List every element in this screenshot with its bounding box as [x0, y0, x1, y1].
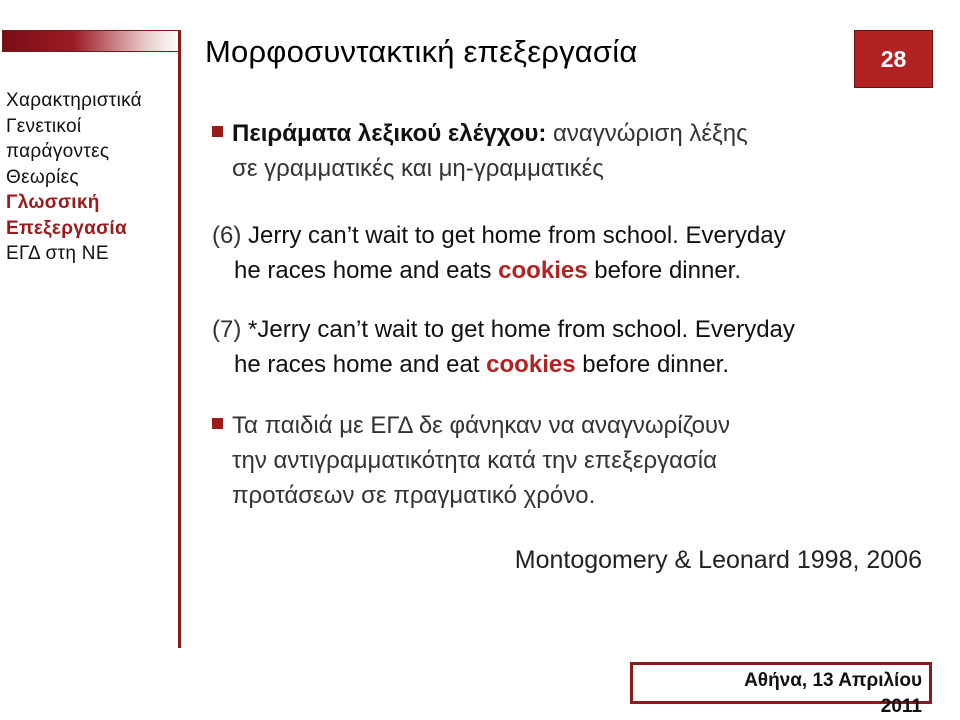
example-text-part: he races home and eat	[234, 351, 487, 378]
sidebar-item-factors[interactable]: παράγοντες	[6, 141, 110, 162]
header-accent-bar	[2, 30, 180, 52]
example-6	[212, 218, 932, 288]
sidebar-item-theories[interactable]: Θεωρίες	[6, 166, 79, 188]
sidebar-item-characteristics[interactable]: Χαρακτηριστικά	[6, 90, 142, 111]
bullet-lexical-decision	[212, 116, 952, 186]
bullet-text-line2: σε γραμματικές και μη-γραμματικές	[232, 155, 604, 182]
bullet-text-line3: προτάσεων σε πραγματικό χρόνο.	[232, 482, 596, 509]
bullet-text-line1: Τα παιδιά με ΕΓΔ δε φάνηκαν να αναγνωρίζουν	[232, 412, 731, 439]
example-text-part: before dinner.	[575, 351, 730, 378]
bullet-text: αναγνώριση λέξης	[546, 120, 748, 147]
footer-date	[640, 668, 922, 720]
slide-number-badge: 28	[854, 30, 933, 88]
highlight-word: cookies	[498, 257, 588, 284]
example-number: (6)	[212, 222, 242, 249]
citation-reference: Montogomery & Leonard 1998, 2006	[514, 546, 922, 574]
bullet-heading: Πειράματα λεξικού ελέγχου:	[232, 120, 547, 147]
sidebar-item-linguistic[interactable]: Γλωσσική	[6, 192, 100, 213]
footer-line2: 2011	[880, 696, 922, 717]
example-text-part: before dinner.	[587, 257, 742, 284]
sidebar-item-processing[interactable]: Επεξεργασία	[6, 217, 127, 239]
example-text-line2	[212, 347, 932, 382]
bullet-text-line2: την αντιγραμματικότητα κατά την επεξεργασία	[232, 447, 717, 474]
bullet-findings	[212, 408, 952, 513]
footer-line1: Αθήνα, 13 Απριλίου	[744, 670, 922, 691]
example-text: *Jerry can’t wait to get home from school. Everyday	[241, 316, 795, 343]
sidebar-divider	[178, 30, 181, 648]
example-number: (7)	[212, 316, 242, 343]
example-text-line2	[212, 253, 932, 288]
sidebar-item-sli-greek[interactable]: ΕΓΔ στη ΝΕ	[6, 243, 109, 264]
example-7	[212, 312, 932, 382]
highlight-word: cookies	[486, 351, 576, 378]
bullet-square-icon	[212, 418, 223, 429]
sidebar-nav	[6, 88, 178, 267]
page-title: Μορφοσυντακτική επεξεργασία	[205, 34, 638, 69]
example-text-part: he races home and eats	[234, 257, 499, 284]
example-text: Jerry can’t wait to get home from school. Everyday	[241, 222, 786, 249]
sidebar-item-genetic[interactable]: Γενετικοί	[6, 115, 82, 137]
bullet-square-icon	[212, 126, 223, 137]
